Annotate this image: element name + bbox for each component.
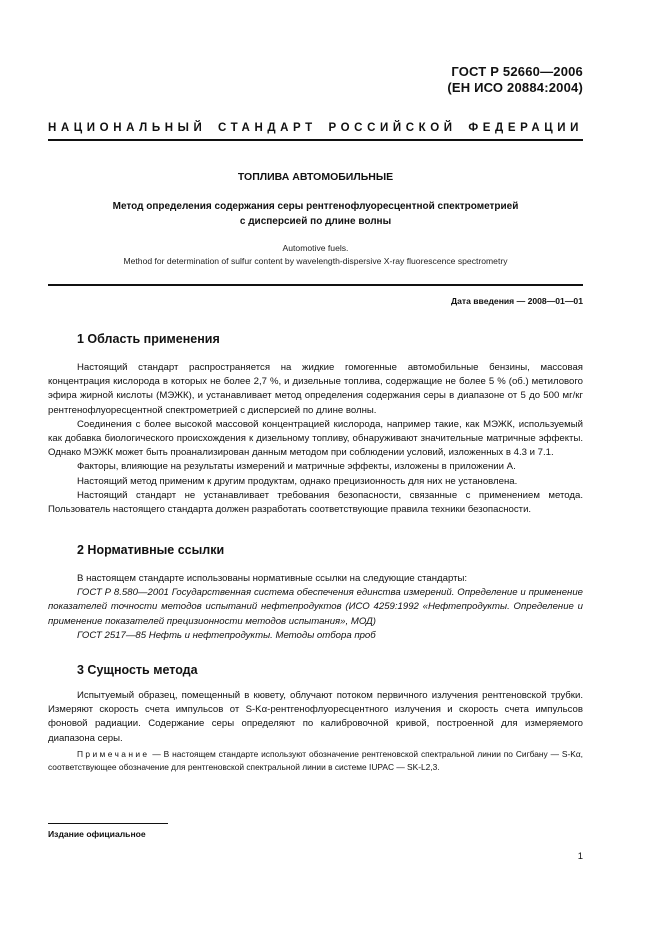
section-2-heading: 2 Нормативные ссылки	[77, 543, 225, 557]
title-rule	[48, 284, 583, 286]
note-label: Примечание	[77, 749, 150, 759]
subtitle-line-2: с дисперсией по длине волны	[239, 216, 392, 227]
page-number: 1	[577, 851, 583, 862]
en-iso-number: (ЕН ИСО 20884:2004)	[447, 80, 583, 95]
section-2-body	[48, 572, 583, 643]
section-3-heading: 3 Сущность метода	[77, 663, 198, 677]
effective-date: Дата введения — 2008—01—01	[450, 296, 583, 306]
standard-number-block	[447, 64, 583, 96]
national-standard-banner: НАЦИОНАЛЬНЫЙ СТАНДАРТ РОССИЙСКОЙ ФЕДЕРАЦИИ	[48, 122, 583, 134]
note	[48, 748, 583, 774]
document-subtitle	[48, 199, 583, 229]
paragraph: В настоящем стандарте использованы нормативные ссылки на следующие стандарты:	[77, 573, 468, 584]
official-edition-label: Издание официальное	[48, 829, 146, 839]
document-title: ТОПЛИВА АВТОМОБИЛЬНЫЕ	[237, 171, 394, 183]
section-3-body	[48, 689, 583, 746]
footer-rule	[48, 823, 168, 824]
english-title-line-2: Method for determination of sulfur content by wavelength-dispersive X-ray fluorescence spectrometry	[123, 256, 508, 266]
paragraph: Настоящий стандарт не устанавливает требования безопасности, связанные с применением метода. Пользователь настоящего стандарта должен разработать соответствующие правила техники безопасности.	[48, 489, 583, 516]
gost-number: ГОСТ Р 52660—2006	[451, 64, 583, 79]
english-title	[48, 242, 583, 268]
paragraph: Настоящий метод применим к другим продуктам, однако прецизионность для них не установлена.	[77, 475, 518, 487]
paragraph: Испытуемый образец, помещенный в кювету, облучают потоком первичного излучения рентгеновской трубки. Измеряют скорость счета импульсов от S-Kα-рентгенофлуоресцентного излучения и скорость счета импульсов фоновой радиации. Содержание серы определяют по калибровочной кривой, построенной для измеряемого диапазона серы.	[48, 690, 583, 744]
header-rule	[48, 139, 583, 141]
note-text: — В настоящем стандарте используют обозначение рентгеновской спектральной линии по Сигбану — S-Kα, соответствующее обозначение для рентгеновской спектральной линии в системе IUPAC — SK-L2,3.	[48, 749, 583, 772]
paragraph: Настоящий стандарт распространяется на жидкие гомогенные автомобильные бензины, массовая концентрация кислорода в которых не более 2,7 %, и дизельные топлива, содержащие не более 5 % (об.) метилового эфира жирной кислоты (МЭЖК), и устанавливает метод определения содержания серы в диапазоне от 5 до 500 мг/кг рентгенофлуоресцентной спектрометрией с дисперсией по длине волны.	[48, 362, 583, 416]
section-1-heading: 1 Область применения	[77, 332, 220, 346]
section-1-body	[48, 361, 583, 517]
paragraph: Факторы, влияющие на результаты измерений и матричные эффекты, изложены в приложении А.	[77, 461, 516, 473]
normative-reference: ГОСТ Р 8.580—2001 Государственная система обеспечения единства измерений. Определение и применение показателей точности методов испытаний нефтепродуктов (ИСО 4259:1992 «Нефтепродукты. Определение и применение показателей прецизионности методов испытания», МОД)	[48, 587, 583, 627]
normative-reference: ГОСТ 2517—85 Нефть и нефтепродукты. Методы отбора проб	[77, 629, 376, 641]
paragraph: Соединения с более высокой массовой концентрацией кислорода, например такие, как МЭЖК, используемый как добавка биологического происхождения к дизельному топливу, обнаруживают значительные матричные эффекты. Однако МЭЖК может быть проанализирован данным методом при соблюдении условий, изложенных в 4.3 и 7.1.	[48, 418, 583, 459]
subtitle-line-1: Метод определения содержания серы рентгенофлуоресцентной спектрометрией	[112, 201, 519, 212]
english-title-line-1: Automotive fuels.	[282, 243, 349, 253]
